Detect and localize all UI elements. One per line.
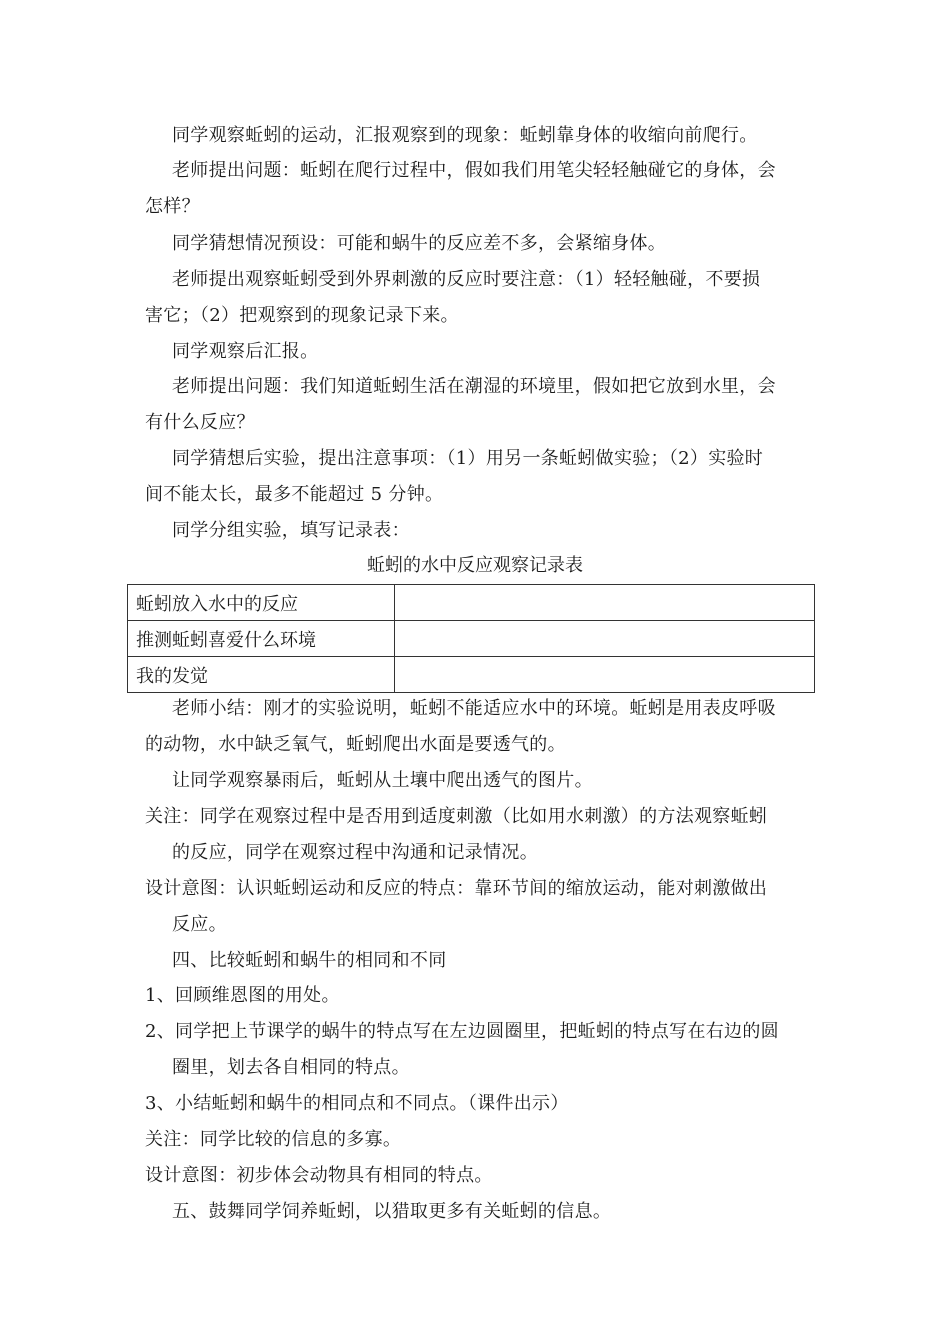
- paragraph: 老师小结：刚才的实验说明，蚯蚓不能适应水中的环境。蚯蚓是用表皮呼吸: [172, 698, 776, 719]
- table-cell-label: 推测蚯蚓喜爱什么环境: [128, 621, 395, 657]
- paragraph-continuation: 间不能太长，最多不能超过 5 分钟。: [145, 484, 444, 505]
- paragraph: 老师提出观察蚯蚓受到外界刺激的反应时要注意：（1）轻轻触碰，不要损: [172, 269, 761, 290]
- paragraph: 老师提出问题：我们知道蚯蚓生活在潮湿的环境里，假如把它放到水里，会: [172, 376, 776, 397]
- paragraph: 同学观察后汇报。: [172, 341, 319, 362]
- paragraph-continuation: 有什么反应？: [145, 412, 255, 433]
- table-row: [128, 585, 815, 621]
- design-intent-continuation: 反应。: [172, 914, 227, 935]
- paragraph: 让同学观察暴雨后，蚯蚓从土壤中爬出透气的图片。: [172, 770, 593, 791]
- note-paragraph: 关注：同学在观察过程中是否用到适度刺激（比如用水刺激）的方法观察蚯蚓: [145, 806, 768, 827]
- table-row: [128, 657, 815, 693]
- note-continuation: 的反应，同学在观察过程中沟通和记录情况。: [172, 842, 538, 863]
- table-title: 蚯蚓的水中反应观察记录表: [367, 555, 583, 576]
- paragraph: 同学猜想后实验，提出注意事项：（1）用另一条蚯蚓做实验；（2）实验时: [172, 448, 764, 469]
- list-item: 1、回顾维恩图的用处。: [145, 985, 340, 1006]
- section-heading: 五、鼓舞同学饲养蚯蚓，以猎取更多有关蚯蚓的信息。: [172, 1201, 612, 1222]
- paragraph-continuation: 的动物，水中缺乏氧气，蚯蚓爬出水面是要透气的。: [145, 734, 566, 755]
- table-cell-label: 我的发觉: [128, 657, 395, 693]
- paragraph: 同学分组实验，填写记录表：: [172, 520, 410, 541]
- paragraph: 老师提出问题：蚯蚓在爬行过程中，假如我们用笔尖轻轻触碰它的身体，会: [172, 160, 776, 181]
- table-row: [128, 621, 815, 657]
- section-heading: 四、比较蚯蚓和蜗牛的相同和不同: [172, 950, 447, 971]
- design-intent-paragraph: 设计意图：认识蚯蚓运动和反应的特点：靠环节间的缩放运动，能对刺激做出: [145, 878, 768, 899]
- table-cell-value: [395, 657, 815, 693]
- table-cell-value: [395, 621, 815, 657]
- table-cell-value: [395, 585, 815, 621]
- list-item: 2、同学把上节课学的蜗牛的特点写在左边圆圈里，把蚯蚓的特点写在右边的圆: [145, 1021, 779, 1042]
- note-paragraph: 关注：同学比较的信息的多寡。: [145, 1129, 402, 1150]
- paragraph-continuation: 怎样？: [145, 196, 200, 217]
- paragraph: 同学猜想情况预设：可能和蜗牛的反应差不多，会紧缩身体。: [172, 233, 667, 254]
- paragraph-continuation: 害它；（2）把观察到的现象记录下来。: [145, 305, 459, 326]
- design-intent-paragraph: 设计意图：初步体会动物具有相同的特点。: [145, 1165, 493, 1186]
- list-item-continuation: 圈里，划去各自相同的特点。: [172, 1057, 410, 1078]
- table-cell-label: 蚯蚓放入水中的反应: [128, 585, 395, 621]
- list-item: 3、小结蚯蚓和蜗牛的相同点和不同点。（课件出示）: [145, 1093, 569, 1114]
- paragraph: 同学观察蚯蚓的运动，汇报观察到的现象：蚯蚓靠身体的收缩向前爬行。: [172, 125, 758, 146]
- observation-record-table: [127, 584, 815, 693]
